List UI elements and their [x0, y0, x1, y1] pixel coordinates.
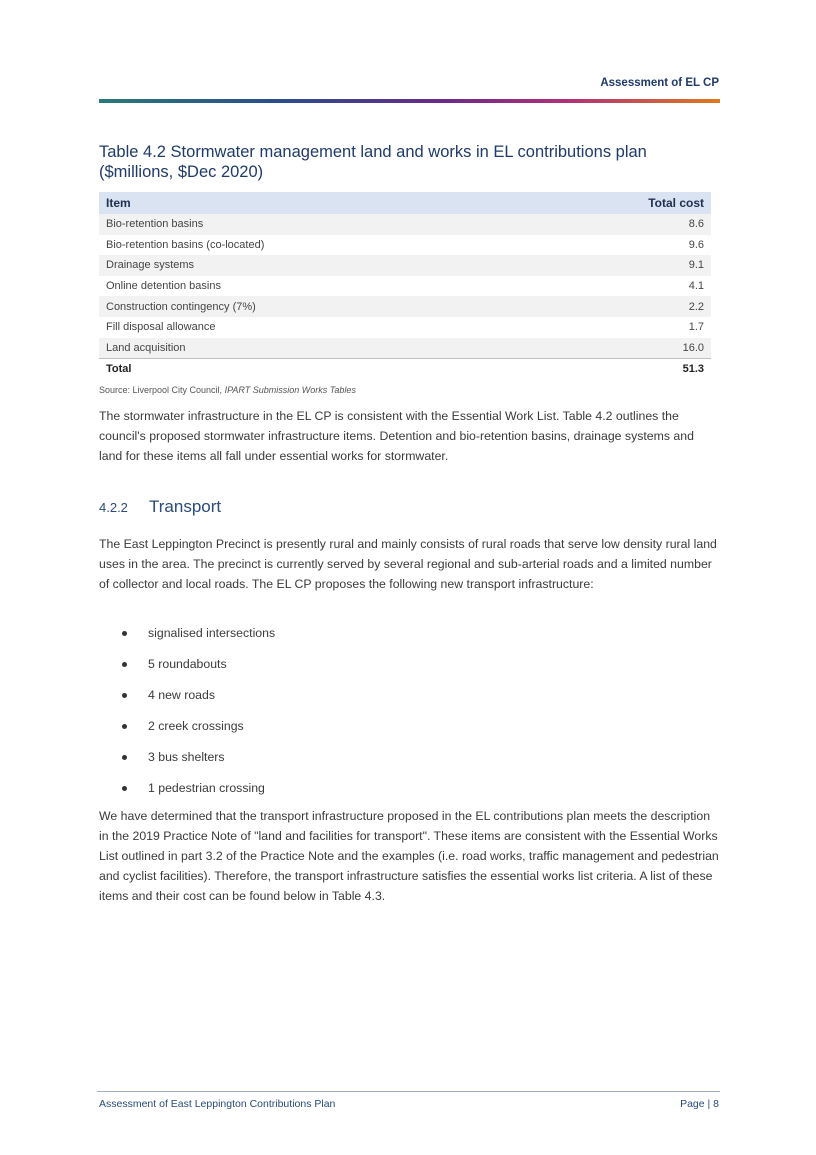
footer-rule: [97, 1091, 720, 1092]
header-gradient-rule: [99, 99, 720, 103]
bullet-icon: [122, 755, 127, 760]
row-cost: 16.0: [535, 338, 711, 359]
list-item-text: signalised intersections: [148, 626, 276, 640]
list-item: [99, 777, 275, 808]
section-heading: [99, 497, 221, 517]
row-cost: 9.6: [535, 235, 711, 256]
row-item: Land acquisition: [99, 338, 535, 359]
list-item-text: 3 bus shelters: [148, 750, 225, 764]
row-cost: 1.7: [535, 317, 711, 338]
row-cost: 4.1: [535, 276, 711, 297]
bullet-icon: [122, 724, 127, 729]
row-item: Fill disposal allowance: [99, 317, 535, 338]
column-header-item: Item: [99, 192, 535, 214]
table-row: [99, 296, 711, 317]
list-item-text: 1 pedestrian crossing: [148, 781, 265, 795]
body-paragraph-transport-intro: The East Leppington Precinct is presently rural and mainly consists of rural roads that serve low density rural land uses in the area. The precinct is currently served by several regional and sub-arterial roads and a limited number of collector and local roads. The EL CP proposes the following new transport infrastructure:: [99, 537, 717, 591]
source-title: IPART Submission Works Tables: [224, 385, 356, 395]
stormwater-cost-table: [99, 192, 711, 380]
total-label: Total: [99, 359, 535, 380]
footer-page-number: Page | 8: [680, 1098, 719, 1110]
row-item: Drainage systems: [99, 255, 535, 276]
row-cost: 9.1: [535, 255, 711, 276]
list-item-text: 4 new roads: [148, 688, 215, 702]
list-item: [99, 653, 275, 684]
running-header: Assessment of EL CP: [600, 77, 719, 89]
table-row: [99, 235, 711, 256]
list-item: [99, 684, 275, 715]
bullet-icon: [122, 786, 127, 791]
transport-infrastructure-list: [99, 622, 275, 808]
section-title: Transport: [149, 497, 222, 516]
table-row: [99, 317, 711, 338]
list-item-text: 2 creek crossings: [148, 719, 244, 733]
table-source-note: [99, 385, 356, 395]
list-item: [99, 622, 275, 653]
body-paragraph-transport-assessment: We have determined that the transport infrastructure proposed in the EL contributions plan meets the description in the 2019 Practice Note of "land and facilities for transport". These items are consistent with the Essential Works List outlined in part 3.2 of the Practice Note and the examples (i.e. road works, traffic management and pedestrian and cyclist facilities). Therefore, the transport infrastructure satisfies the essential works list criteria. A list of these items and their cost can be found below in Table 4.3.: [99, 809, 719, 903]
footer-document-title: Assessment of East Leppington Contributions Plan: [99, 1098, 336, 1110]
source-prefix: Source: Liverpool City Council,: [99, 385, 225, 395]
column-header-total-cost: Total cost: [535, 192, 711, 214]
table-total-row: [99, 359, 711, 380]
row-item: Bio-retention basins: [99, 214, 535, 235]
row-item: Online detention basins: [99, 276, 535, 297]
section-number: 4.2.2: [99, 500, 128, 515]
list-item: [99, 715, 275, 746]
list-item: [99, 746, 275, 777]
bullet-icon: [122, 662, 127, 667]
table-row: [99, 214, 711, 235]
bullet-icon: [122, 631, 127, 636]
table-row: [99, 338, 711, 359]
row-item: Bio-retention basins (co-located): [99, 235, 535, 256]
table-caption: Table 4.2 Stormwater management land and works in EL contributions plan ($millions, $Dec 2020): [99, 143, 647, 181]
list-item-text: 5 roundabouts: [148, 657, 227, 671]
table-header-row: [99, 192, 711, 214]
row-item: Construction contingency (7%): [99, 296, 535, 317]
row-cost: 2.2: [535, 296, 711, 317]
table-row: [99, 276, 711, 297]
total-cost: 51.3: [535, 359, 711, 380]
bullet-icon: [122, 693, 127, 698]
row-cost: 8.6: [535, 214, 711, 235]
table-row: [99, 255, 711, 276]
body-paragraph-stormwater: The stormwater infrastructure in the EL CP is consistent with the Essential Work List. Table 4.2 outlines the council's proposed stormwater infrastructure items. Detention and bio-retention basins, drainage systems and land for these items all fall under essential works for stormwater.: [99, 409, 694, 463]
